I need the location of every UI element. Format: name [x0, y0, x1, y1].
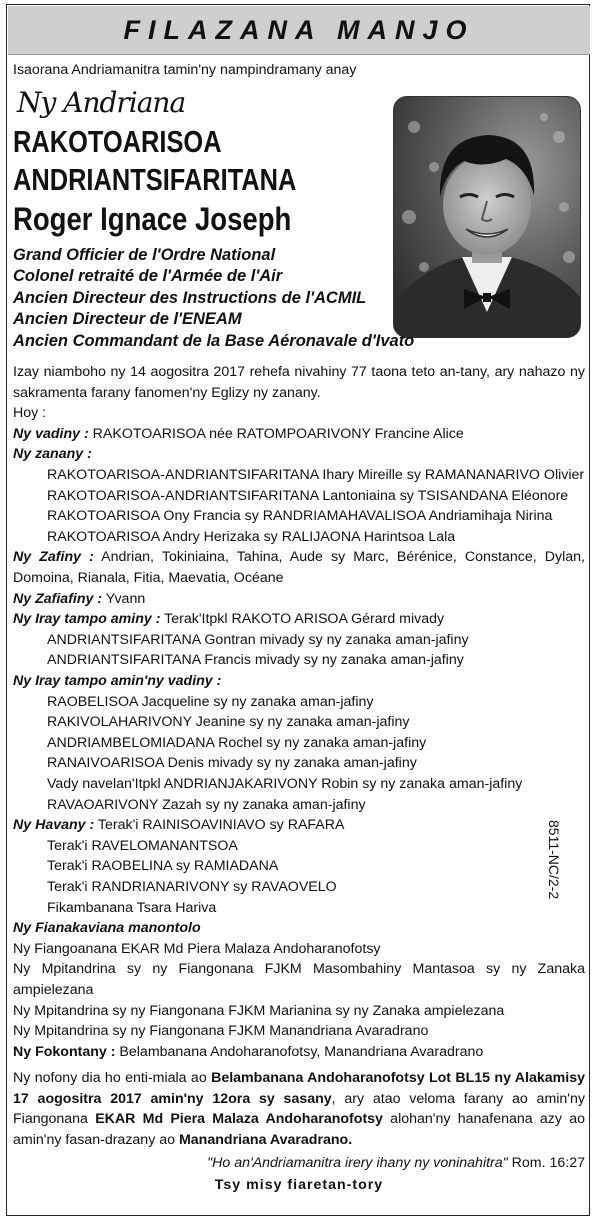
havany-line	[13, 815, 585, 836]
iray-tampo-aminy-line	[13, 609, 585, 630]
notice-title: FILAZANA MANJO	[123, 14, 475, 45]
list-item: ANDRIANTSIFARITANA Gontran mivady sy ny zanaka aman-jafiny	[47, 631, 469, 648]
bible-verse	[13, 1153, 585, 1174]
list-item: RAKIVOLAHARIVONY Jeanine sy ny zanaka aman-jafiny	[47, 714, 410, 731]
list-item: RANAIVOARISOA Denis mivady sy ny zanaka aman-jafiny	[47, 755, 417, 772]
hoy-label: Hoy :	[13, 405, 47, 422]
list-item: RAKOTOARISOA Andry Herizaka sy RALIJAONA Harintsoa Lala	[47, 528, 456, 545]
notice-content	[13, 60, 585, 1196]
iray-tampo-aminy-label: Ny Iray tampo aminy :	[13, 611, 161, 628]
list-item: RAOBELISOA Jacqueline sy ny zanaka aman-jafiny	[47, 693, 374, 710]
list-item: ANDRIAMBELOMIADANA Rochel sy ny zanaka aman-jafiny	[47, 734, 427, 751]
zafiafiny-label: Ny Zafiafiny :	[13, 590, 103, 607]
verse-ref: Rom. 16:27	[507, 1154, 585, 1171]
list-item: Ny Mpitandrina sy ny Fiangonana FJKM Masombahiny Mantasoa sy ny Zanaka ampielezana	[13, 961, 585, 998]
fokontany-text: Belambanana Andoharanofotsy, Manandriana Avaradrano	[115, 1043, 484, 1060]
closing-bold: Manandriana Avaradrano.	[178, 1132, 353, 1149]
honorific: Ny Andriana	[17, 85, 186, 119]
zafiafiny-line	[13, 589, 585, 610]
vadiny-label: Ny vadiny :	[13, 425, 89, 442]
body-text	[13, 362, 585, 1196]
list-item: RAKOTOARISOA-ANDRIANTSIFARITANA Lantoniaina sy TSISANDANA Eléonore	[47, 487, 569, 504]
closing-bold: Belambanana Andoharanofotsy Lot BL15 ny Alakamisy 17 aogositra 2017 amin'ny 12ora sy sasany	[13, 1070, 585, 1107]
title-item: Grand Officier de l'Ordre National	[13, 245, 276, 264]
fokontany-line	[13, 1042, 585, 1063]
zafiny-label: Ny Zafiny :	[13, 549, 94, 566]
list-item: Ny Fiangoanana EKAR Md Piera Malaza Andoharanofotsy	[13, 940, 381, 957]
closing-bold: EKAR Md Piera Malaza Andoharanofotsy	[95, 1111, 383, 1128]
closing-text: Ny nofony dia ho enti-miala ao	[13, 1070, 212, 1087]
deceased-name	[13, 123, 585, 239]
notice-header	[8, 6, 590, 55]
title-item: Colonel retraité de l'Armée de l'Air	[13, 267, 283, 286]
list-item: Terak'i RAOBELINA sy RAMIADANA	[47, 858, 279, 875]
zafiny-text: Andrian, Tokiniaina, Tahina, Aude sy Marc, Bérénice, Constance, Dylan, Domoina, Rianala, Fitia, Maevatia, Océane	[13, 549, 585, 587]
title-item: Ancien Commandant de la Base Aéronavale d'Ivato	[13, 331, 415, 350]
fokontany-label: Ny Fokontany :	[13, 1043, 116, 1060]
list-item: RAVAOARIVONY Zazah sy ny zanaka aman-jafiny	[47, 796, 366, 813]
zafiafiny-text: Yvann	[102, 590, 146, 607]
zanany-label: Ny zanany :	[13, 446, 92, 463]
fianakaviana-label: Ny Fianakaviana manontolo	[13, 920, 201, 937]
name-line-1: RAKOTOARISOA	[13, 123, 222, 159]
zafiny-line	[13, 547, 585, 588]
closing-text: , ary atao veloma farany ao amin'ny Fiangonana	[13, 1090, 585, 1128]
closing-paragraph	[13, 1068, 585, 1150]
title-item: Ancien Directeur des Instructions de l'ACMIL	[13, 288, 367, 307]
intro-line: Isaorana Andriamanitra tamin'ny nampindramany anay	[13, 62, 357, 78]
list-item: Ny Mpitandrina sy ny Fiangonana FJKM Manandriana Avaradrano	[13, 1023, 429, 1040]
list-item: Fikambanana Tsara Hariva	[47, 899, 217, 916]
vadiny-line	[13, 424, 585, 445]
titles-list	[13, 245, 585, 353]
list-item: Terak'i RAVELOMANANTSOA	[47, 837, 238, 854]
vadiny-text: RAKOTOARISOA née RATOMPOARIVONY Francine Alice	[88, 425, 464, 442]
list-item: ANDRIANTSIFARITANA Francis mivady sy ny zanaka aman-jafiny	[47, 652, 464, 669]
verse-quote: "Ho an'Andriamanitra irery ihany ny voninahitra"	[207, 1154, 508, 1171]
iray-tampo-vadiny-label: Ny Iray tampo amin'ny vadiny :	[13, 673, 222, 689]
closing-text: alohan'ny hanafenana azy ao amin'ny fasan-drazany ao	[13, 1111, 585, 1149]
announcement: Izay niamboho ny 14 aogositra 2017 rehefa nivahiny 77 taona teto an-tany, ary nahazo ny sakramenta farany fanomen'ny Eglizy ny zanany.	[13, 364, 585, 401]
signoff: Tsy misy fiaretan-tory	[214, 1177, 384, 1194]
list-item: Ny Mpitandrina sy ny Fiangonana FJKM Marianina sy ny Zanaka ampielezana	[13, 1002, 505, 1019]
reference-code: 8511-NC/2-2	[546, 820, 562, 900]
name-line-2: ANDRIANTSIFARITANA	[13, 161, 297, 197]
list-item: Vady navelan'Itpkl ANDRIANJAKARIVONY Robin sy ny zanaka aman-jafiny	[47, 775, 523, 792]
iray-tampo-aminy-first: Terak'Itpkl RAKOTO ARISOA Gérard mivady	[160, 611, 445, 628]
list-item: RAKOTOARISOA-ANDRIANTSIFARITANA Ihary Mireille sy RAMANANARIVO Olivier	[47, 467, 585, 484]
name-line-3: Roger Ignace Joseph	[13, 200, 292, 237]
havany-label: Ny Havany :	[13, 817, 95, 834]
list-item: Terak'i RANDRIANARIVONY sy RAVAOVELO	[47, 878, 337, 895]
havany-first: Terak'i RAINISOAVINIAVO sy RAFARA	[94, 817, 345, 834]
title-item: Ancien Directeur de l'ENEAM	[13, 310, 242, 329]
list-item: RAKOTOARISOA Ony Francia sy RANDRIAMAHAVALISOA Andriamihaja Nirina	[47, 508, 553, 525]
